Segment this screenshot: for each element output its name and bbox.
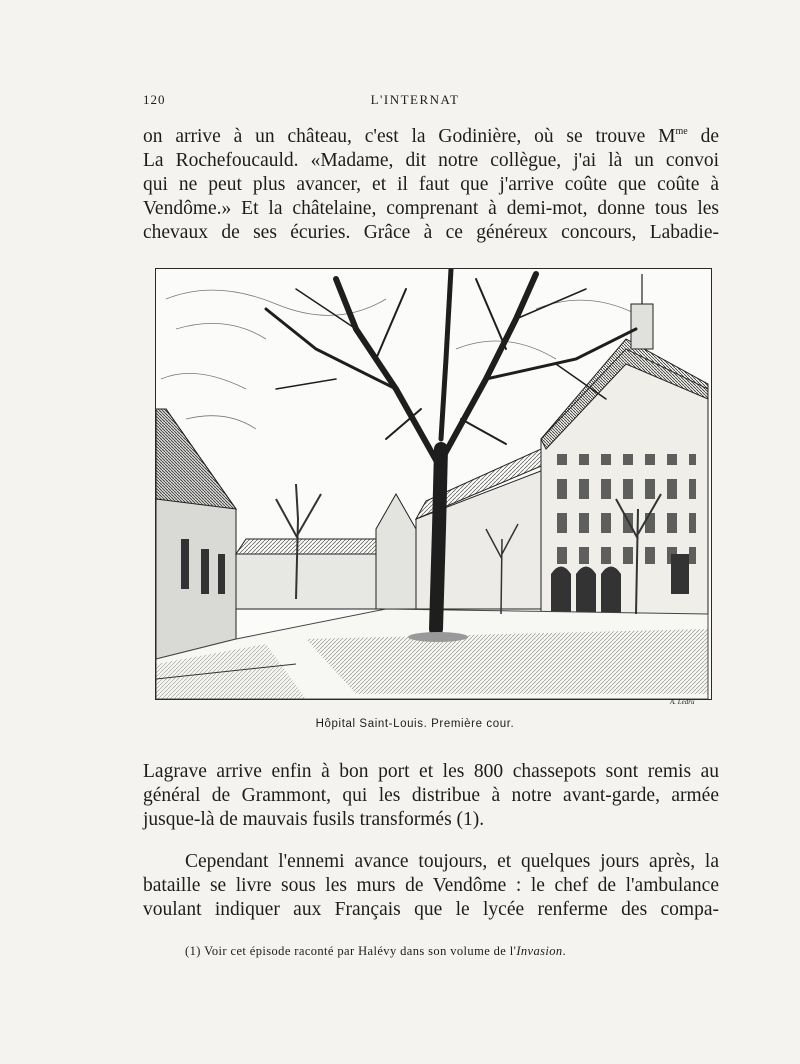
page-number: 120 <box>143 92 166 107</box>
text-line: on arrive à un château, c'est la Godinière, où se trouve $M^{me}$ de <box>143 126 720 147</box>
hospital-courtyard-drawing <box>156 269 711 699</box>
text-line: chevaux de ses écuries. Grâce à ce généreux concours, Labadie- <box>143 222 719 243</box>
engraving-illustration <box>155 268 712 700</box>
paragraph-1 <box>143 120 719 245</box>
footnote-book-title: Invasion <box>516 944 563 958</box>
text-line: qui ne peut plus avancer, et il faut que j'arrive coûte que coûte à <box>143 174 719 195</box>
footnote: (1) Voir cet épisode raconté par Halévy dans son volume de l'Invasion. <box>185 944 567 958</box>
text-line: La Rochefoucauld. «Madame, dit notre collègue, j'ai là un convoi <box>143 150 719 171</box>
text-line: général de Grammont, qui les distribue à notre avant-garde, armée <box>143 785 719 806</box>
paragraph-2 <box>143 760 719 832</box>
text-line: Lagrave arrive enfin à bon port et les 800 chassepots sont remis au <box>143 761 719 782</box>
artist-signature: A. Ledru <box>670 698 695 706</box>
superscript: me <box>675 126 688 137</box>
text-line: voulant indiquer aux Français que le lycée renferme des compa- <box>143 899 719 920</box>
text-line: Cependant l'ennemi avance toujours, et quelques jours après, la <box>185 851 719 872</box>
text-line: Vendôme.» Et la châtelaine, comprenant à demi-mot, donne tous les <box>143 198 719 219</box>
figure-caption: Hôpital Saint-Louis. Première cour. <box>315 718 515 730</box>
text-line: jusque-là de mauvais fusils transformés (1). <box>143 809 485 830</box>
text-line: bataille se livre sous les murs de Vendôme : le chef de l'ambulance <box>143 875 719 896</box>
running-title: L'INTERNAT <box>370 92 460 107</box>
paragraph-3 <box>143 850 719 922</box>
